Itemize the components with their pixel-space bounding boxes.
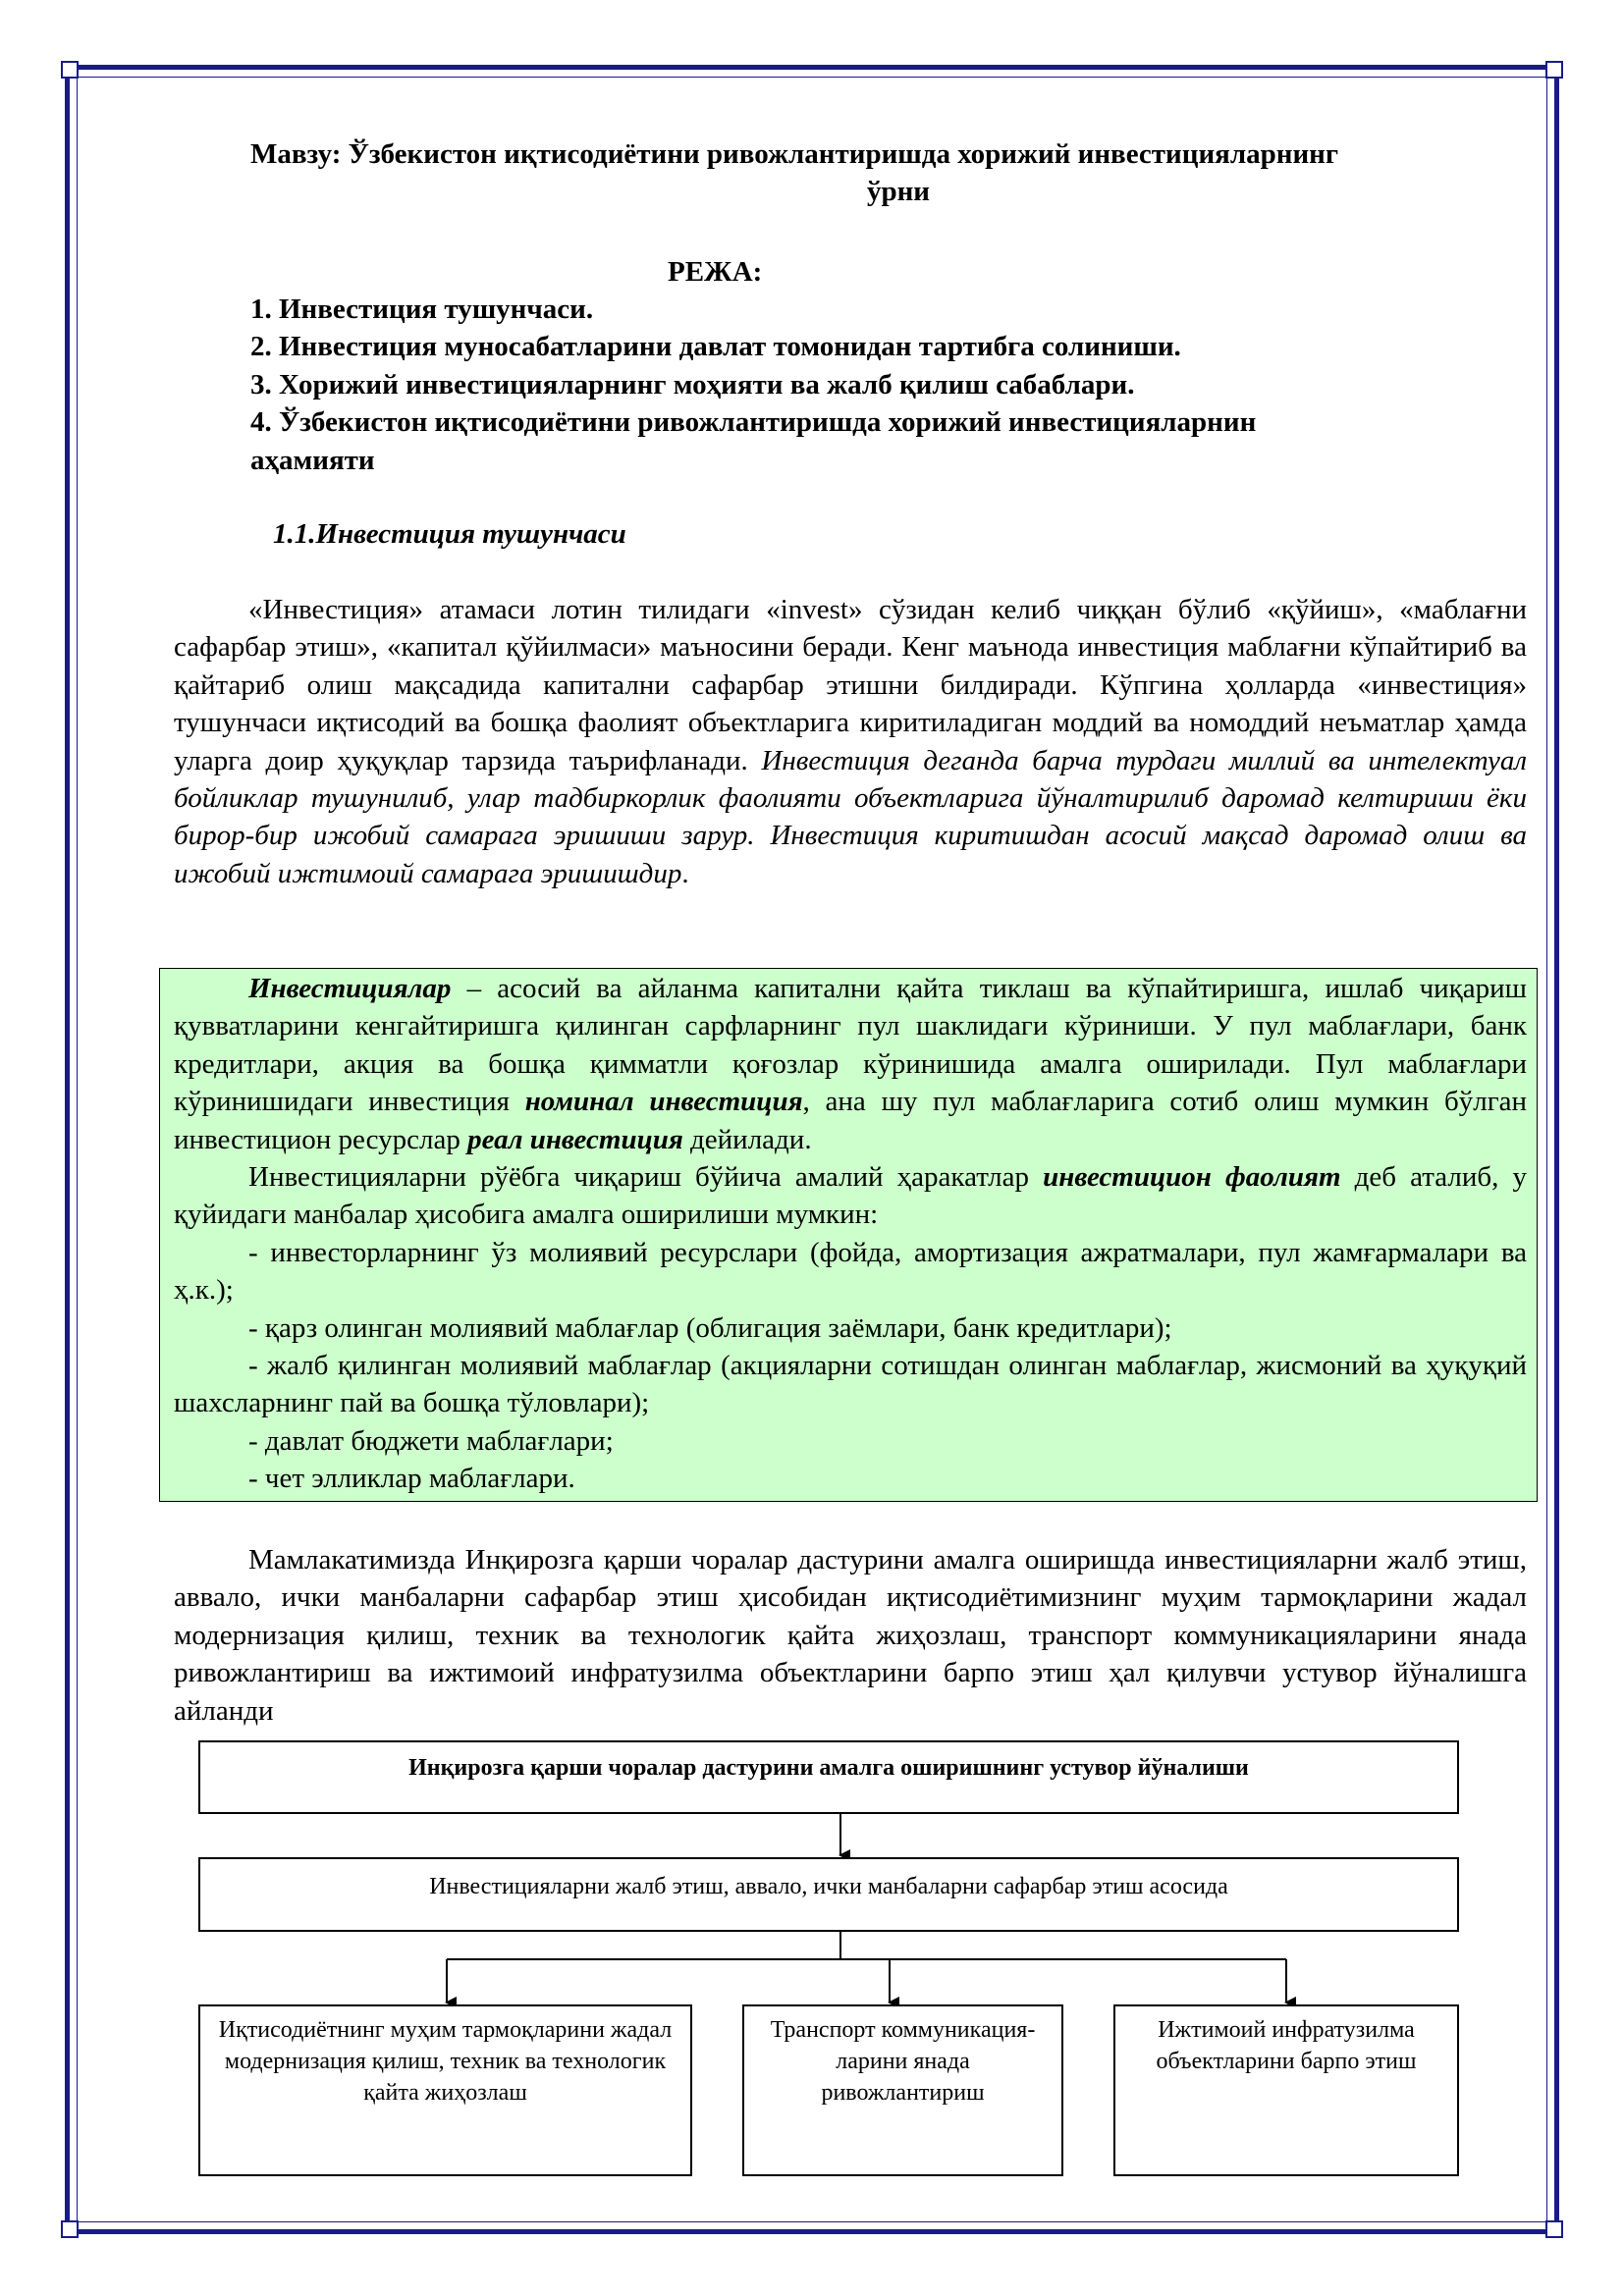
definition-text-part: – асосий ва айланма капитални қайта тиклаш ва кўпайтиришга, ишлаб чиқариш қувватларини кенгайтиришга қилинган сарфларнинг пул шаклидаги кўриниши. У пул маблағлари, банк кредитлари, акция ва бошқа қимматли қоғозлар кўринишида амалга оширилади. Пул маблағлари кўринишидаги инвестиция xyxy=(174,973,1527,1118)
term-investments: Инвестициялар xyxy=(248,973,452,1004)
topic-title-line2: ўрни xyxy=(866,176,931,208)
source-item: - давлат бюджети маблағлари; xyxy=(248,1424,614,1457)
definition-text-part: Инвестицияларни рўёбга чиқариш бўйича амалий ҳаракатлар xyxy=(248,1161,1044,1194)
plan-item: 4. Ўзбекистон иқтисодиётини ривожлантиришда хорижий инвестицияларнин xyxy=(250,406,1257,439)
source-item: - инвесторларнинг ўз молиявий ресурслари (фойда, амортизация ажратмалари, пул жамғармалари ва ҳ.к.); xyxy=(174,1236,1527,1307)
plan-item: 3. Хорижий инвестицияларнинг моҳияти ва жалб қилиш сабаблари. xyxy=(250,368,1135,400)
source-item: - жалб қилинган молиявий маблағлар (акцияларни сотишдан олинган маблағлар, жисмоний ва ҳуқуқий шахсларнинг пай ва бошқа тўловлари); xyxy=(174,1350,1527,1419)
intro-text: «Инвестиция» атамаси лотин тилидаги «invest» сўзидан келиб чиққан бўлиб «қўйиш», «маблағни сафарбар этиш», «капитал қўйилмаси» маъносини беради. Кенг маънода инвестиция маблағни кўпайтириб ва қайтариб олиш мақсадида капитални сафарбар этишни билдиради. Кўпгина ҳолларда «инвестиция» тушунчаси иқтисодий ва бошқа фаолият объектларига киритиладиган моддий ва номоддий неъматлар ҳамда уларга доир ҳуқуқлар тарзида таърифланади. xyxy=(174,594,1527,776)
plan-item: 2. Инвестиция муносабатларини давлат томонидан тартибга солиниши. xyxy=(250,331,1181,363)
diagram-box-attract-investment: Инвестицияларни жалб этиш, аввало, ички манбаларни сафарбар этиш асосида xyxy=(198,1857,1459,1932)
plan-item: 1. Инвестиция тушунчаси. xyxy=(250,294,594,325)
diagram-box-modernization: Иқтисодиётнинг муҳим тармоқларини жадал модернизация қилиш, техник ва технологик қайта жиҳозлаш xyxy=(198,2004,692,2176)
diagram-box-infrastructure: Ижтимоий инфратузилма объектларини барпо этиш xyxy=(1113,2004,1459,2176)
term-investment-activity: инвестицион фаолият xyxy=(1043,1161,1341,1194)
plan-item: аҳамияти xyxy=(250,444,375,476)
topic-title-line1: Мавзу: Ўзбекистон иқтисодиётини ривожлантиришда хорижий инвестицияларнинг xyxy=(250,138,1339,170)
term-real-investment: реал инвестиция xyxy=(467,1123,683,1155)
diagram-box-priority-direction: Инқирозга қарши чоралар дастурини амалга оширишнинг устувор йўналиши xyxy=(198,1740,1459,1814)
section-heading: 1.1.Инвестиция тушунчаси xyxy=(273,518,626,550)
source-item: - қарз олинган молиявий маблағлар (облигация заёмлари, банк кредитлари); xyxy=(248,1311,1172,1344)
definition-text-part: , ана шу пул маблағларига сотиб олиш мумкин бўлган инвестицион ресурслар xyxy=(174,1086,1528,1155)
intro-italic-text: Инвестиция деганда барча турдаги миллий ва интелектуал бойликлар тушунилиб, улар тадбиркорлик фаолияти объектларига йўналтирилиб даромад келтириши ёки бирор-бир ижобий самарага эришиши зарур. Инвестиция киритишдан асосий мақсад даромад олиш ва ижобий ижтимоий самарага эришишдир xyxy=(174,744,1527,889)
diagram-box-transport: Транспорт коммуникация-ларини янада ривожлантириш xyxy=(742,2004,1063,2176)
source-item: - чет элликлар маблағлари. xyxy=(248,1463,575,1495)
plan-heading: РЕЖА: xyxy=(668,256,763,288)
term-nominal-investment: номинал инвестиция xyxy=(524,1086,803,1118)
intro-end: . xyxy=(681,857,689,889)
definition-text-part: дейилади. xyxy=(682,1123,812,1155)
definition-text-part: деб аталиб, у қуйидаги манбалар ҳисобига амалга оширилиши мумкин: xyxy=(174,1161,1527,1231)
program-text: Мамлакатимизда Инқирозга қарши чоралар дастурини амалга оширишда инвестицияларни жалб этиш, аввало, ички манбаларни сафарбар этиш ҳисобидан иқтисодиётимизнинг муҳим тармоқларини жадал модернизация қилиш, техник ва технологик қайта жиҳозлаш, транспорт коммуникацияларини янада ривожлантириш ва ижтимоий инфратузилма объектларини барпо этиш ҳал қилувчи устувор йўналишга айланди xyxy=(174,1544,1527,1727)
